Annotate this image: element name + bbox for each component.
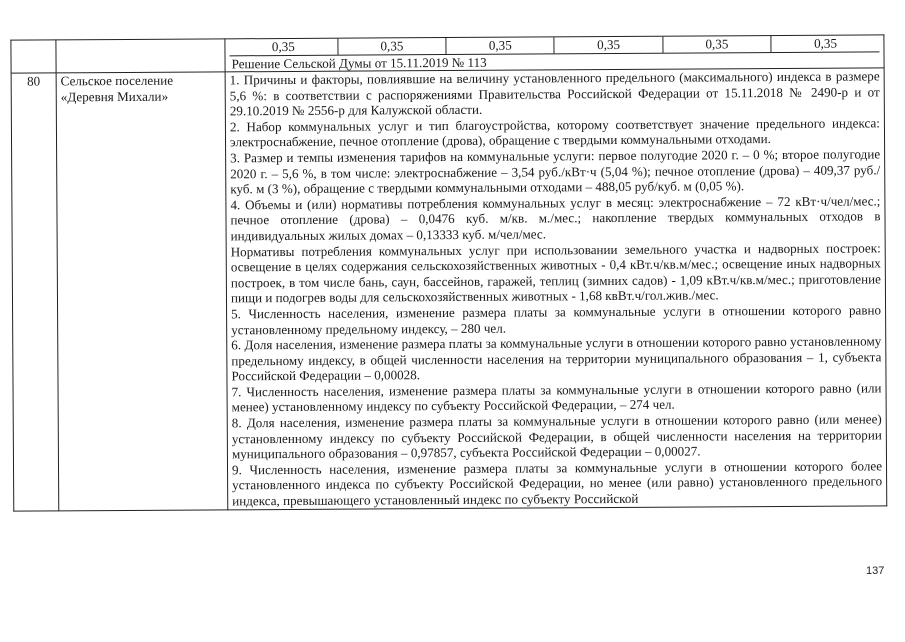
paragraph-3-tariffs: 3. Размер и темпы изменения тарифов на коммунальные услуги: первое полугодие 2020 г. – 0 %; второе полугодие 2020 г. – 5,6 %, в том числе: электроснабжение – 3,54 руб./кВт·ч (5,04 %); печное отопление (дрова) – 409,37 руб./куб. м (3 %), обращение с твердыми коммунальными отходами – 488,05 руб/куб. м (0,05 %).: [230, 146, 881, 197]
index-value: 0,35: [229, 39, 337, 56]
decision-reference: Решение Сельской Думы от 15.11.2019 № 113: [230, 51, 880, 71]
row-number: 80: [11, 73, 59, 511]
index-value: 0,35: [814, 35, 838, 51]
index-value: 0,35: [446, 37, 554, 54]
paragraph-5-population: 5. Численность населения, изменение размера платы за коммунальные услуги в отношении которого равно установленному предельному индексу, – 280 чел.: [231, 302, 882, 337]
settlement-cell-empty: [56, 39, 225, 73]
row-number-cell-empty: [11, 40, 56, 73]
table-row-previous: [11, 35, 884, 73]
paragraph-4-volumes: 4. Объемы и (или) нормативы потребления коммунальных услуг в месяц: электроснабжение – 72 кВт·ч/чел/мес.; печное отопление (дрова) – 0,0476 куб. м/кв. м./мес.; накопление твердых коммунальных отходов в индивидуальных жилых домах – 0,13333 куб. м/чел/мес.: [230, 193, 881, 244]
settlement-details: [225, 68, 887, 510]
paragraph-4-norms: Нормативы потребления коммунальных услуг при использовании земельного участка и надворных построек: освещение в целях содержания сельскохозяйственных животных - 0,4 кВт.ч/кв.м/мес.; освещение иных надворных построек, в том числе бань, саун, бассейнов, гаражей, теплиц (зимних садов) - 1,09 кВт.ч/кв.м/мес.; приготовление пищи и подогрев воды для сельскохозяйственных животных - 1,68 квВт.ч/гол.жив./мес.: [230, 239, 881, 306]
settlement-name: Сельское поселение «Деревня Михали»: [56, 72, 228, 511]
index-value: 0,35: [554, 37, 662, 54]
paragraph-9-population: 9. Численность населения, изменение размера платы за коммунальные услуги в отношении которого более установленного индекса по субъекту Российской Федерации, но менее (или равно) установленного предельного индекса, превышающего установленный индекс по субъекту Российской: [231, 458, 883, 509]
previous-row-content: [225, 35, 884, 72]
index-value: 0,35: [338, 38, 446, 55]
index-value: 0,35: [663, 36, 771, 53]
paragraph-6-share: 6. Доля населения, изменение размера платы за коммунальные услуги в отношении которого равно установленному предельному индексу, в общей численности населения на территории муниципального образования – 1, субъекта Российской Федерации – 0,00028.: [231, 333, 882, 384]
paragraph-8-share: 8. Доля населения, изменение размера платы за коммунальные услуги в отношении которого равно (или менее) установленному индексу по субъекту Российской Федерации, в общей численности населения на территории муниципального образования – 0,97857, субъекта Российской Федерации – 0,00027.: [231, 411, 882, 462]
page-number: 137: [866, 565, 885, 577]
table-row-80: [11, 68, 887, 511]
paragraph-2-services: 2. Набор коммунальных услуг и тип благоустройства, которому соответствует значение предельного индекса: электроснабжение, печное отопление (дрова), обращение с твердыми коммунальными отходами.: [229, 115, 880, 150]
index-table: [10, 34, 887, 511]
paragraph-1-reasons: 1. Причины и факторы, повлиявшие на величину установленного предельного (максимального) индекса в размере 5,6 %: в соответствии с распоряжениями Правительства Российской Федерации от 15.11.2018 № 2490-р и от 29.10.2019 № 2556-р для Калужской области.: [229, 68, 880, 119]
paragraph-7-population: 7. Численность населения, изменение размера платы за коммунальные услуги в отношении которого равно (или менее) установленному индексу по субъекту Российской Федерации, – 274 чел.: [231, 380, 882, 415]
